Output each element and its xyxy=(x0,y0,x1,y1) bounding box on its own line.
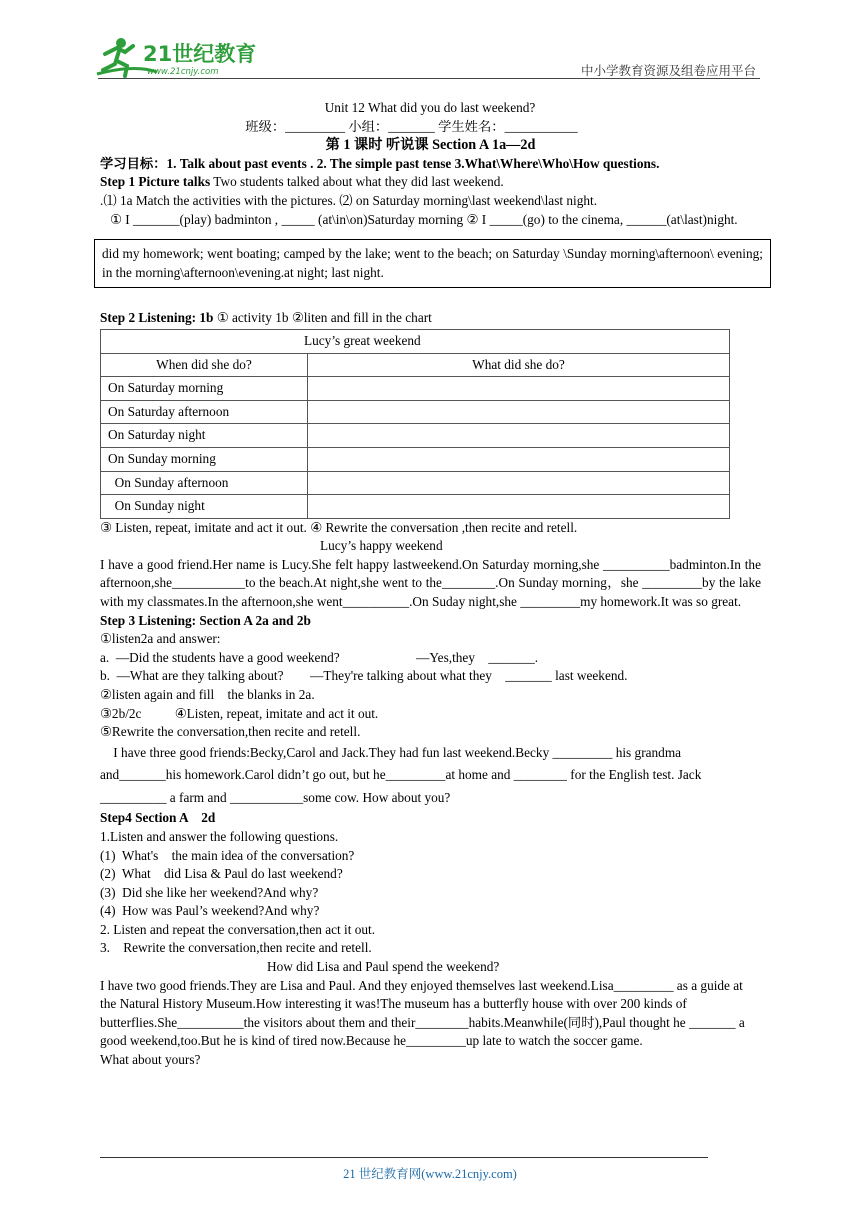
step1-heading: Step 1 Picture talks Two students talked about what they did last weekend. xyxy=(100,174,504,190)
lucy-story: I have a good friend.Her name is Lucy.She felt happy lastweekend.On Saturday morning,she __________badminton.In the afternoon,she___________to the beach.At night,she went to the________.On Sunday morning，she _________by the lake with my classmates.In the afternoon,she went__________.On Suday night,she _________my homework.It was so great. xyxy=(100,556,761,610)
closing-question: What about yours? xyxy=(100,1052,201,1068)
answer-cell[interactable] xyxy=(308,400,730,424)
runner-logo-icon xyxy=(95,34,260,80)
step3-line: ①listen2a and answer: xyxy=(100,631,221,647)
answer-cell[interactable] xyxy=(308,495,730,519)
step4-line: (2) What did Lisa & Paul do last weekend? xyxy=(100,866,343,882)
step3-line: ②listen again and fill the blanks in 2a. xyxy=(100,687,315,703)
step3-line: a. —Did the students have a good weekend? —Yes,they _______. xyxy=(100,649,539,665)
step4-line: 1.Listen and answer the following questions. xyxy=(100,828,339,844)
worksheet-body xyxy=(100,99,761,1070)
word-bank-text: did my homework; went boating; camped by the lake; went to the beach; on Saturday \Sunday morning\afternoon\ evening; in the morning\afternoon\evening.at night; last night. xyxy=(102,246,763,280)
step4-line: (1) What's the main idea of the conversation? xyxy=(100,847,355,863)
table-header-when: When did she do? xyxy=(101,353,308,377)
step3-heading: Step 3 Listening: Section A 2a and 2b xyxy=(100,612,311,628)
site-logo xyxy=(95,34,260,80)
table-title: Lucy’s great weekend xyxy=(101,329,730,353)
table-header-what: What did she do? xyxy=(308,353,730,377)
svg-text:21世纪教育: 21世纪教育 xyxy=(143,42,257,66)
header-divider xyxy=(98,78,760,79)
table-row: On Sunday afternoon xyxy=(101,471,730,495)
answer-cell[interactable] xyxy=(308,424,730,448)
footer-divider xyxy=(100,1157,708,1158)
table-row: On Sunday night xyxy=(101,495,730,519)
table-row: On Sunday morning xyxy=(101,447,730,471)
lisa-paul-story: I have two good friends.They are Lisa and Paul. And they enjoyed themselves last weekend.Lisa_________ as a guide at the Natural History Museum.How interesting it was!The museum has a butterfly house with over 200 kinds of butterflies.She__________the visitors about them and their________habits.Meanwhile(同时),Paul thought he _______ a good weekend,too.But he is kind of tired now.Because he_________up late to watch the soccer game. xyxy=(100,977,745,1049)
unit-title: Unit 12 What did you do last weekend? xyxy=(324,100,536,115)
answer-cell[interactable] xyxy=(308,447,730,471)
step1-match-line: .⑴ 1a Match the activities with the pictures. ⑵ on Saturday morning\last weekend\last night. xyxy=(100,192,598,208)
lesson-title: 第 1 课时 听说课 Section A 1a—2d xyxy=(325,137,536,154)
table-row: On Saturday morning xyxy=(101,377,730,401)
step2-heading: Step 2 Listening: 1b ① activity 1b ②liten and fill in the chart xyxy=(100,310,432,326)
answer-cell[interactable] xyxy=(308,471,730,495)
word-bank-box xyxy=(94,239,771,288)
step3-paragraph: I have three good friends:Becky,Carol and Jack.They had fun last weekend.Becky _________ his grandma and_______his homework.Carol didn’t go out, but he_________at home and ________ for the English test. Jack __________ a farm and ___________some cow. How about you? xyxy=(100,744,705,805)
step4-heading: Step4 Section A 2d xyxy=(100,810,216,826)
step3-line: ③2b/2c ④Listen, repeat, imitate and act it out. xyxy=(100,705,379,721)
student-info-line: 班级：_________ 小组：_______ 学生姓名：___________ xyxy=(245,118,578,134)
step3-line: ⑤Rewrite the conversation,then recite and retell. xyxy=(100,724,361,740)
step3-line: b. —What are they talking about? —They're talking about what they _______ last weekend. xyxy=(100,668,628,684)
lucy-story-title: Lucy’s happy weekend xyxy=(320,538,443,554)
footer-credit: 21 世纪教育网(www.21cnjy.com) xyxy=(343,1167,517,1181)
platform-name: 中小学教育资源及组卷应用平台 xyxy=(580,63,756,78)
step2-instructions: ③ Listen, repeat, imitate and act it out. ④ Rewrite the conversation ,then recite and retell. xyxy=(100,519,578,535)
step4-line: (4) How was Paul’s weekend?And why? xyxy=(100,903,320,919)
answer-cell[interactable] xyxy=(308,377,730,401)
svg-text:www.21cnjy.com: www.21cnjy.com xyxy=(147,67,219,77)
learning-objectives: 学习目标：1. Talk about past events . 2. The simple past tense 3.What\Where\Who\How questions. xyxy=(100,155,660,171)
step4-line: 2. Listen and repeat the conversation,then act it out. xyxy=(100,921,376,937)
step4-line: (3) Did she like her weekend?And why? xyxy=(100,884,319,900)
lisa-paul-story-title: How did Lisa and Paul spend the weekend? xyxy=(267,959,500,975)
table-row: On Saturday night xyxy=(101,424,730,448)
step1-fill-line: ① I _______(play) badminton , _____ (at\in\on)Saturday morning ② I _____(go) to the cinema, ______(at\last)night. xyxy=(110,211,738,227)
step4-line: 3. Rewrite the conversation,then recite and retell. xyxy=(100,940,372,956)
table-row: On Saturday afternoon xyxy=(101,400,730,424)
lucy-weekend-table xyxy=(100,329,730,519)
